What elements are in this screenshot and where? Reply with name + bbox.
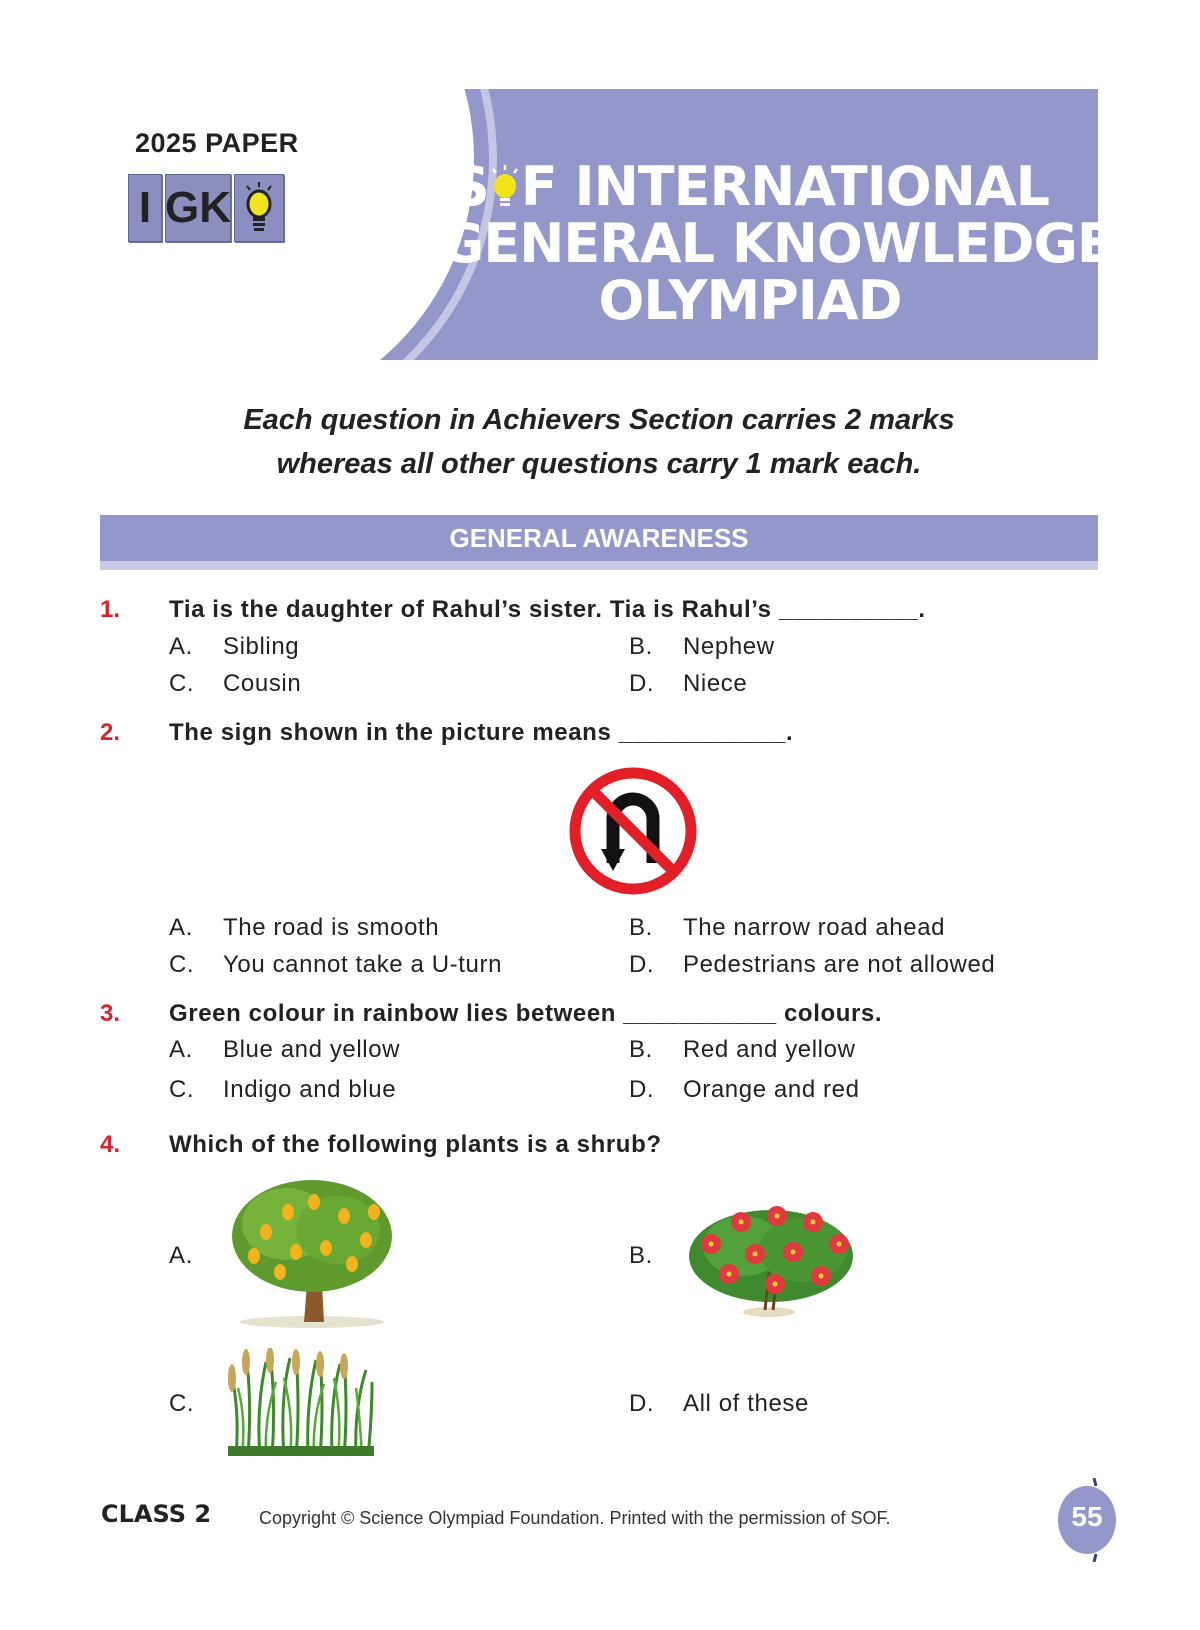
instructions-line-1: Each question in Achievers Section carries 2 marks [243,404,955,436]
lightbulb-icon [239,180,279,236]
section-heading-underline [100,561,1098,570]
question-number: 2. [100,719,121,746]
mango-tree-icon [226,1172,398,1332]
flowering-shrub-icon [683,1192,861,1318]
option-b: B. [629,1242,653,1269]
question-number: 3. [100,1000,121,1027]
option-c: C. You cannot take a U-turn [169,951,503,978]
page-number: 55 [1071,1501,1103,1532]
bulb-o-icon [489,165,521,209]
title-line2: GENERAL KNOWLEDGE [440,212,1113,275]
instructions-line-2: whereas all other questions carry 1 mark each. [276,448,922,480]
option-a: A. [169,1242,193,1269]
option-b: B. The narrow road ahead [629,914,946,941]
grass-icon [226,1348,376,1458]
question-text: Which of the following plants is a shrub? [169,1131,662,1158]
option-d: D. All of these [629,1390,809,1417]
question-text: The sign shown in the picture means ____________. [169,719,794,746]
option-d: D. Niece [629,670,748,697]
question-number: 1. [100,596,121,623]
option-c: C. [169,1390,195,1417]
option-a: A. The road is smooth [169,914,440,941]
logo-tile-gk: GK [165,174,231,242]
title-line1: F INTERNATIONAL [520,155,1050,218]
title-line3: OLYMPIAD [598,269,902,332]
option-c: C. Indigo and blue [169,1076,397,1103]
marking-instructions [100,398,1098,486]
no-u-turn-sign-icon [569,767,697,895]
question-text: Tia is the daughter of Rahul’s sister. Tia is Rahul’s __________. [169,596,926,623]
question-text: Green colour in rainbow lies between ___________ colours. [169,1000,883,1027]
logo-tile-bulb [234,174,284,242]
copyright-notice: Copyright © Science Olympiad Foundation. Printed with the permission of SOF. [259,1508,891,1528]
class-label: CLASS 2 [101,1500,212,1528]
olympiad-title [440,155,1113,332]
paper-year-label: 2025 PAPER [135,128,299,158]
option-d: D. Pedestrians are not allowed [629,951,996,978]
title-s: S [450,155,489,218]
option-d: D. Orange and red [629,1076,860,1103]
option-b: B. Nephew [629,633,775,660]
logo-tile-i: I [128,174,162,242]
option-a: A. Blue and yellow [169,1036,401,1063]
igk-logo [128,174,284,242]
question-number: 4. [100,1131,121,1158]
option-c: C. Cousin [169,670,302,697]
section-heading: GENERAL AWARENESS [100,515,1098,561]
option-b: B. Red and yellow [629,1036,856,1063]
option-a: A. Sibling [169,633,300,660]
